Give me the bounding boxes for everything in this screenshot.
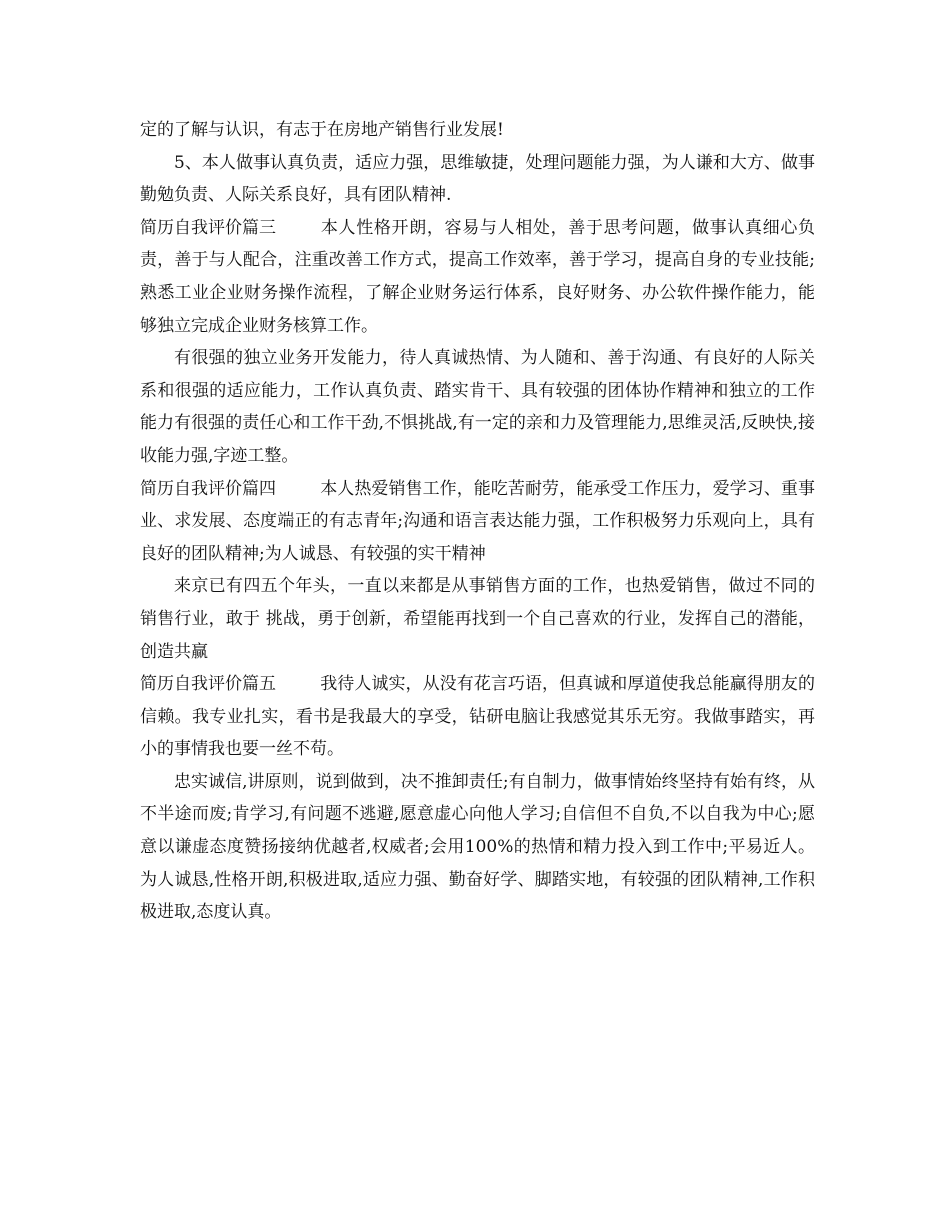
paragraph-text: 来京已有四五个年头，一直以来都是从事销售方面的工作，也热爱销售，做过不同的销售行业，敢于 挑战，勇于创新，希望能再找到一个自己喜欢的行业，发挥自己的潜能，创造共赢 <box>140 576 815 662</box>
paragraph-text: 5、本人做事认真负责，适应力强，思维敏捷，处理问题能力强，为人谦和大方、做事勤勉负责、人际关系良好，具有团队精神. <box>140 152 815 206</box>
paragraph-text: 我待人诚实，从没有花言巧语，但真诚和厚道使我总能赢得朋友的信赖。我专业扎实，看书是我最大的享受，钻研电脑让我感觉其乐无穷。我做事踏实，再小的事情我也要一丝不苟。 <box>140 674 815 760</box>
section-heading-3: 简历自我评价篇三 <box>140 217 276 238</box>
paragraph-1 <box>140 114 815 147</box>
section-heading-4: 简历自我评价篇四 <box>140 478 276 499</box>
paragraph-5 <box>140 473 815 571</box>
paragraph-text: 定的了解与认识，有志于在房地产销售行业发展! <box>140 120 504 140</box>
paragraph-text: 本人性格开朗，容易与人相处，善于思考问题，做事认真细心负责，善于与人配合，注重改善工作方式，提高工作效率，善于学习，提高自身的专业技能;熟悉工业企业财务操作流程，了解企业财务运行体系，良好财务、办公软件操作能力，能够独立完成企业财务核算工作。 <box>140 217 815 336</box>
paragraph-3 <box>140 212 815 342</box>
paragraph-4 <box>140 342 815 472</box>
paragraph-2 <box>140 147 815 212</box>
paragraph-8 <box>140 766 815 929</box>
paragraph-6 <box>140 570 815 668</box>
paragraph-text: 有很强的独立业务开发能力，待人真诚热情、为人随和、善于沟通、有良好的人际关系和很强的适应能力，工作认真负责、踏实肯干、具有较强的团体协作精神和独立的工作能力有很强的责任心和工作干劲,不惧挑战,有一定的亲和力及管理能力,思维灵活,反映快,接收能力强,字迹工整。 <box>140 348 815 466</box>
paragraph-7 <box>140 668 815 766</box>
section-heading-5: 简历自我评价篇五 <box>140 674 276 695</box>
document-body <box>140 114 815 929</box>
paragraph-text: 忠实诚信,讲原则，说到做到，决不推卸责任;有自制力，做事情始终坚持有始有终，从不半途而废;肯学习,有问题不逃避,愿意虚心向他人学习;自信但不自负,不以自我为中心;愿意以谦虚态度赞扬接纳优越者,权威者;会用100%的热情和精力投入到工作中;平易近人。为人诚恳,性格开朗,积极进取,适应力强、勤奋好学、脚踏实地，有较强的团队精神,工作积极进取,态度认真。 <box>140 771 815 923</box>
paragraph-text: 本人热爱销售工作，能吃苦耐劳，能承受工作压力，爱学习、重事业、求发展、态度端正的有志青年;沟通和语言表达能力强，工作积极努力乐观向上，具有良好的团队精神;为人诚恳、有较强的实干精神 <box>140 478 815 564</box>
